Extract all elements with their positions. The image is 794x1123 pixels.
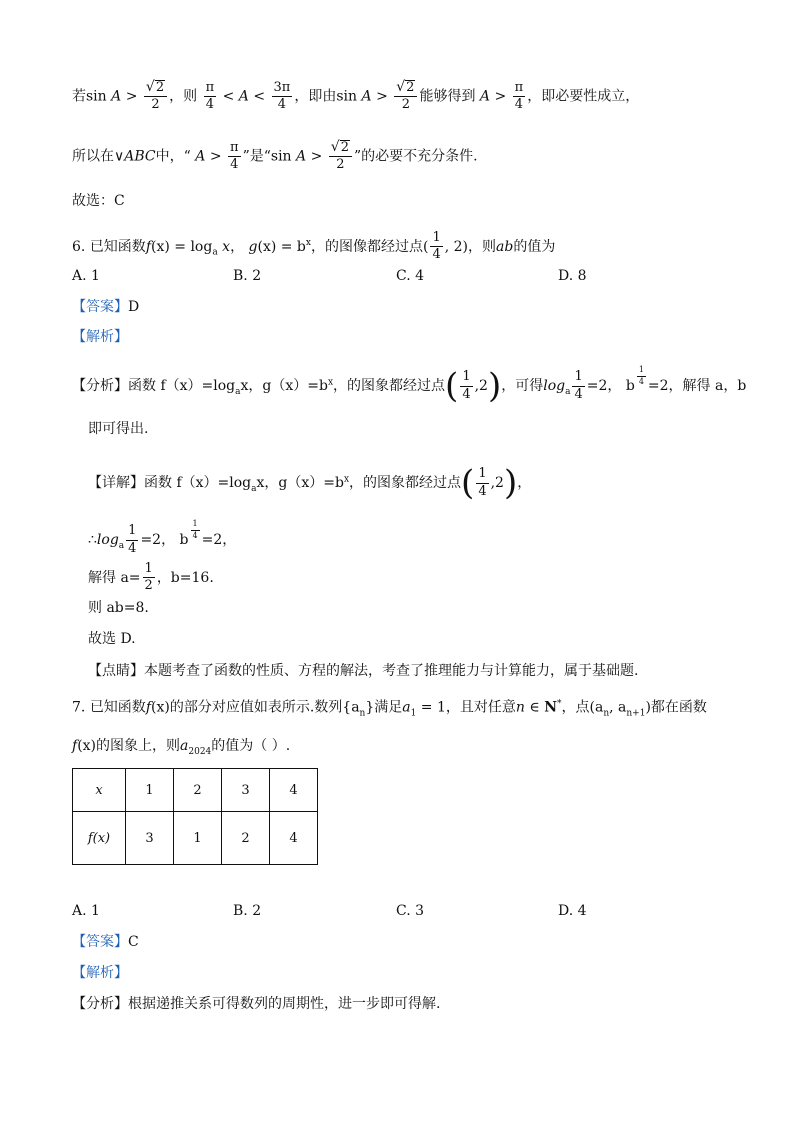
tip-6 — [88, 664, 638, 678]
question-6 — [72, 231, 555, 263]
var-b: b — [179, 532, 189, 548]
text: ，即必要性成立， — [527, 88, 640, 105]
sin-text: sin — [336, 88, 358, 105]
var-ABC: ABC — [124, 148, 156, 165]
answer-value: C — [128, 934, 139, 950]
text: ，点 — [561, 699, 590, 716]
text: ,2 — [490, 475, 504, 491]
table-cell: f(x) — [73, 812, 126, 865]
table-cell: 1 — [174, 812, 222, 865]
option-d: D. 8 — [558, 268, 587, 284]
var-A: A — [296, 148, 307, 165]
text: x，g（x）=b — [256, 475, 344, 491]
solution-line-2 — [72, 140, 478, 173]
fraction-1-over-4 — [430, 231, 442, 263]
analysis-text: 根据递推关系可得数列的周期性，进一步即可得解. — [128, 996, 441, 1012]
var-A: A — [238, 88, 249, 105]
fraction-sqrt2-over-2: √ 2 2 — [144, 80, 167, 113]
analysis-label: 【分析】 — [72, 378, 128, 394]
var-a: a — [180, 738, 189, 754]
var-A: A — [479, 88, 491, 105]
var-a: a — [402, 699, 411, 716]
fraction-sqrt2-over-2: √ 2 2 — [394, 80, 417, 113]
numerator: π — [228, 141, 241, 157]
solution-line-1 — [72, 80, 639, 113]
option-b: B. 2 — [233, 268, 262, 284]
denominator: 2 — [401, 97, 410, 113]
gt-sign: > — [376, 88, 388, 105]
text: ”的必要不充分条件. — [354, 148, 478, 165]
denominator: 4 — [230, 156, 239, 172]
var-x: x — [222, 238, 231, 255]
option-c: C. 3 — [396, 903, 425, 919]
text: ，即由 — [294, 88, 337, 105]
var-f: f — [145, 699, 151, 716]
denominator: 2 — [144, 578, 153, 594]
numerator: 3π — [272, 81, 293, 97]
table-cell: 3 — [222, 769, 270, 812]
log-text: log — [543, 378, 566, 394]
analysis-label-7: 【解析】 — [72, 965, 128, 981]
var-f: f — [72, 738, 78, 754]
numerator: 1 — [460, 370, 472, 386]
option-b: B. 2 — [233, 903, 262, 919]
numerator: π — [513, 81, 526, 97]
analysis-6-line-1 — [72, 365, 747, 406]
text: ,2 — [474, 378, 488, 394]
option-c: C. 4 — [396, 268, 425, 284]
text: (x) — [151, 699, 170, 716]
text: 已知函数 — [89, 238, 146, 255]
text: ，的图像都经过点 — [310, 238, 423, 255]
text: 满足 — [374, 699, 403, 716]
text: , 2) — [444, 238, 469, 255]
subscript: 2024 — [188, 746, 212, 757]
paren: ( — [422, 238, 429, 255]
var-A: A — [195, 148, 206, 165]
var-g: g — [248, 238, 258, 255]
detail-6-line-5: 故选 D. — [88, 631, 136, 647]
table-cell: 1 — [126, 769, 174, 812]
numerator: 1 — [126, 524, 138, 540]
text: ，则 — [468, 238, 497, 255]
option-a: A. 1 — [72, 268, 100, 284]
table-row — [73, 812, 318, 865]
set-N: N — [544, 699, 557, 716]
subscript: n — [359, 708, 366, 719]
text: , a — [609, 699, 627, 716]
text: x，g（x）=b — [240, 378, 328, 394]
text: =2， — [201, 532, 237, 548]
numerator: 1 — [637, 366, 646, 377]
option-d: D. 4 — [558, 903, 587, 919]
lt-sign: < — [253, 88, 266, 105]
text: (a — [589, 699, 604, 716]
superscript: * — [557, 699, 562, 709]
fraction-1-over-4 — [126, 524, 138, 556]
exponent-fraction — [637, 366, 646, 387]
numerator: 1 — [191, 520, 200, 531]
denominator: 4 — [478, 483, 487, 499]
solution-line-3: 故选：C — [72, 193, 125, 209]
text: ，且对任意 — [445, 699, 516, 716]
therefore-symbol: ∴ — [88, 532, 97, 548]
text: ， — [517, 475, 532, 491]
numerator: 1 — [143, 562, 155, 578]
fraction-pi-over-4 — [228, 141, 241, 173]
var-f: f — [145, 238, 151, 255]
text: ) — [645, 699, 651, 716]
numerator: 1 — [572, 370, 584, 386]
text: 函数 f（x）=log — [144, 475, 252, 491]
fraction-sqrt2-over-2: √ 2 2 — [329, 140, 352, 173]
numerator: π — [204, 81, 217, 97]
question-7-line-2 — [72, 739, 290, 757]
subscript: a — [251, 483, 257, 494]
text: ，b=16. — [156, 569, 214, 586]
text: ，的图象都经过点 — [349, 475, 462, 491]
fraction-pi-over-4 — [204, 81, 217, 113]
value-table — [72, 768, 318, 865]
text: ， — [230, 238, 245, 255]
detail-label: 【详解】 — [88, 475, 144, 491]
subscript: n — [603, 708, 610, 719]
paren-right: ) — [487, 366, 502, 406]
text: 的值为（ ）. — [211, 738, 291, 754]
tip-text: 本题考查了函数的性质、方程的解法，考查了推理能力与计算能力，属于基础题. — [144, 663, 639, 679]
text: ”是“ — [242, 148, 271, 165]
text: (x) — [77, 738, 97, 754]
paren-left: ( — [445, 366, 459, 406]
denominator: 4 — [432, 247, 441, 263]
var-A: A — [361, 88, 372, 105]
answer-6 — [72, 300, 139, 314]
fraction-1-over-4 — [460, 370, 472, 402]
text: ，可得 — [501, 378, 544, 394]
numerator: 1 — [430, 231, 442, 247]
text: (x) = b — [257, 238, 306, 255]
subscript: 1 — [410, 708, 417, 719]
analysis-7 — [72, 997, 440, 1011]
denominator: 4 — [128, 540, 137, 556]
text: 已知函数 — [89, 699, 146, 716]
var-ab: ab — [496, 238, 514, 255]
fraction-pi-over-4 — [513, 81, 526, 113]
text: (x) = log — [151, 238, 213, 255]
fraction-1-over-4 — [572, 370, 584, 402]
radicand: 2 — [155, 80, 165, 95]
answer-label: 【答案】 — [72, 934, 128, 950]
text: =2， — [586, 378, 622, 394]
radicand: 2 — [340, 140, 349, 155]
denominator: 4 — [514, 96, 524, 112]
text: 的值为 — [513, 238, 556, 255]
subscript: a — [565, 386, 571, 397]
sin-text: sin — [86, 88, 107, 105]
fraction-3pi-over-4 — [272, 81, 293, 113]
sin-text: sin — [270, 148, 292, 165]
subscript: n+1 — [626, 708, 646, 719]
denominator: 2 — [151, 97, 160, 113]
denominator: 2 — [336, 157, 345, 173]
text: =2，解得 a，b — [647, 378, 747, 394]
log-text: log — [96, 532, 119, 548]
denominator: 4 — [192, 530, 198, 540]
text: 能够得到 — [419, 88, 476, 105]
denominator: 4 — [462, 386, 471, 402]
var-n: n — [515, 699, 525, 716]
text: 所以在 — [72, 148, 114, 165]
table-cell: 4 — [270, 769, 318, 812]
var-A: A — [111, 88, 122, 105]
answer-label: 【答案】 — [72, 299, 128, 315]
paren-right: ) — [503, 463, 518, 503]
numerator: 1 — [476, 467, 488, 483]
text: 的图象上，则 — [96, 738, 181, 754]
denominator: 4 — [277, 96, 287, 112]
table-cell: 2 — [222, 812, 270, 865]
text: ，的图象都经过点 — [333, 378, 446, 394]
denominator: 4 — [638, 376, 644, 386]
question-number: 6. — [72, 238, 86, 255]
analysis-6-line-2: 即可得出. — [88, 421, 149, 437]
superscript: x — [343, 474, 350, 485]
superscript: x — [305, 238, 311, 249]
analysis-label-6: 【解析】 — [72, 329, 128, 345]
fraction-1-over-4 — [476, 467, 488, 499]
detail-6-line-1 — [88, 463, 532, 503]
gt-sign: > — [494, 88, 507, 105]
denominator: 4 — [205, 96, 214, 112]
detail-6-line-4: 则 ab=8. — [88, 600, 149, 616]
text: 中，“ — [155, 148, 191, 165]
gt-sign: > — [310, 148, 323, 165]
detail-6-line-3 — [88, 562, 214, 594]
text: 都在函数 — [650, 699, 707, 716]
table-cell: 2 — [174, 769, 222, 812]
gt-sign: > — [209, 148, 222, 165]
question-number: 7. — [72, 699, 86, 716]
answer-7 — [72, 935, 139, 949]
text: = 1 — [416, 699, 446, 716]
text: 的部分对应值如表所示.数列 — [169, 699, 343, 716]
question-7-line-1 — [72, 700, 707, 718]
superscript: x — [327, 377, 334, 388]
subscript: a — [212, 247, 218, 258]
exponent-fraction — [191, 520, 200, 541]
subscript: a — [118, 540, 125, 551]
lt-sign: < — [222, 88, 235, 105]
text: =2， — [140, 532, 176, 548]
denominator: 4 — [574, 386, 583, 402]
answer-value: D — [128, 299, 140, 315]
text: } — [365, 699, 375, 716]
table-cell: x — [73, 769, 126, 812]
table-cell: 3 — [126, 812, 174, 865]
analysis-label: 【分析】 — [72, 996, 128, 1012]
text: ∈ — [524, 699, 545, 716]
text: ，则 — [169, 88, 198, 105]
table-cell: 4 — [270, 812, 318, 865]
fraction-1-over-2 — [143, 562, 155, 594]
text: 若 — [72, 88, 86, 105]
radicand: 2 — [406, 80, 415, 95]
var-b: b — [625, 378, 635, 394]
tip-label: 【点睛】 — [88, 663, 144, 679]
subscript: a — [235, 386, 241, 397]
text: 函数 f（x）=log — [128, 378, 236, 394]
table-row — [73, 769, 318, 812]
option-a: A. 1 — [72, 903, 100, 919]
text: 解得 a= — [88, 569, 141, 586]
triangle-symbol: ∨ — [114, 148, 125, 165]
detail-6-line-2 — [88, 520, 236, 556]
paren-left: ( — [461, 463, 475, 503]
gt-sign: > — [125, 88, 138, 105]
text: {a — [342, 699, 360, 716]
